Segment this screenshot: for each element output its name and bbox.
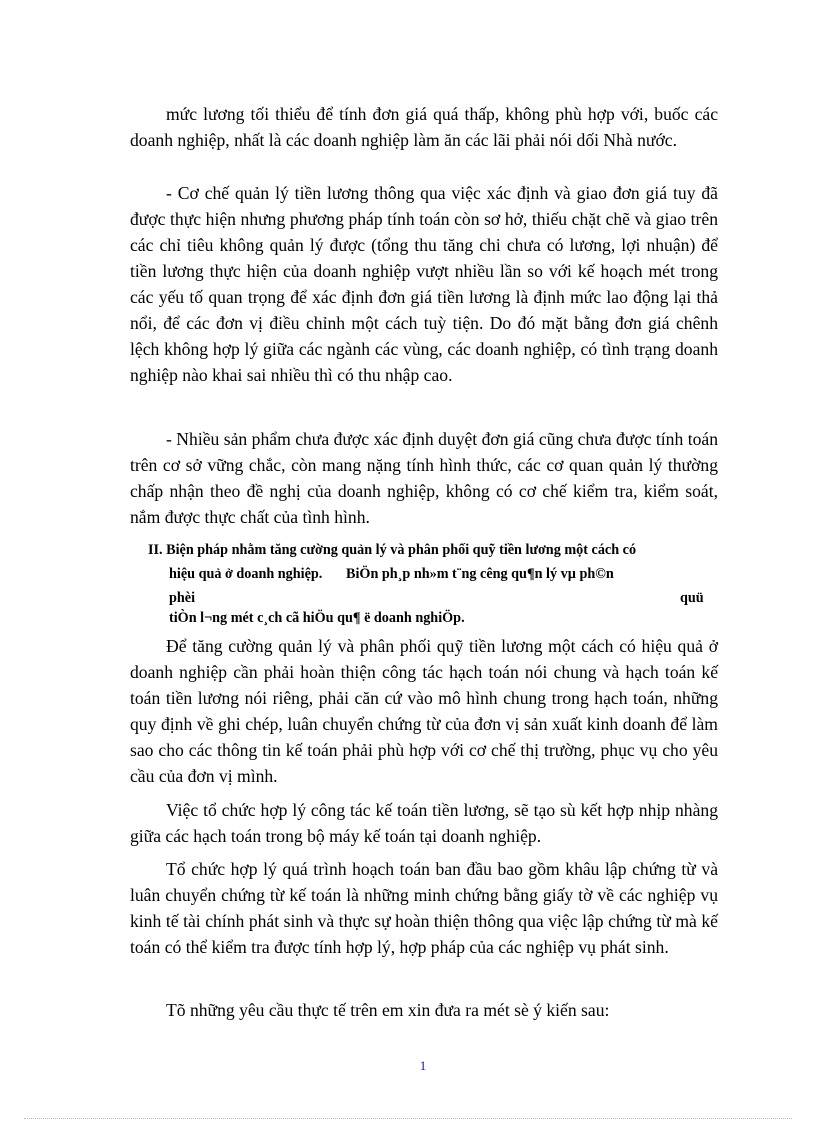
paragraph-6: Tổ chức hợp lý quá trình hoạch toán ban đầu bao gồm khâu lập chứng từ và luân chuyển chứng từ kế toán là những minh chứng bằng giấy tờ về các nghiệp vụ kinh tế tài chính phát sinh và thực sự hoàn thiện thông qua việc lập chứng từ mà kế toán có thể kiểm tra được tính hợp lý, hợp pháp của các nghiệp vụ phát sinh. — [130, 859, 718, 957]
section-heading-line-1: II. Biện pháp nhằm tăng cường quản lý và phân phối quỹ tiền lương một cách có — [148, 542, 637, 558]
section-heading-garbled-text: BiÖn ph¸p nh»m t¨ng cêng qu¶n lý vµ ph©n — [346, 566, 614, 582]
paragraph-3: - Nhiều sản phẩm chưa được xác định duyệt đơn giá cũng chưa được tính toán trên cơ sở vững chắc, còn mang nặng tính hình thức, các cơ quan quản lý thường chấp nhận theo đề nghị của doanh nghiệp, không có cơ chế kiểm tra, kiểm soát, nắm được thực chất của tình hình. — [130, 429, 718, 527]
section-heading-line-2: hiệu quả ở doanh nghiệp. — [169, 566, 323, 582]
paragraph-1: mức lương tối thiểu để tính đơn giá quá thấp, không phù hợp với, buốc các doanh nghiệp, nhất là các doanh nghiệp làm ăn các lãi phải nói dối Nhà nước. — [130, 104, 718, 150]
paragraph-4: Để tăng cường quản lý và phân phối quỹ tiền lương một cách có hiệu quả ở doanh nghiệp cần phải hoàn thiện công tác hạch toán nói chung và hạch toán kế toán tiền lương nói riêng, phải căn cứ vào mô hình chung trong hạch toán, những quy định về ghi chép, luân chuyển chứng từ của đơn vị sản xuất kinh doanh để làm sao cho các thông tin kế toán phải phù hợp với cơ chế thị trường, phục vụ cho yêu cầu của đơn vị mình. — [130, 636, 718, 786]
section-heading-line-3-right: quü — [680, 590, 704, 606]
page-footer-divider — [24, 1118, 792, 1119]
paragraph-5: Việc tổ chức hợp lý công tác kế toán tiền lương, sẽ tạo sù kết hợp nhịp nhàng giữa các hạch toán trong bộ máy kế toán tại doanh nghiệp. — [130, 800, 718, 846]
paragraph-2: - Cơ chế quản lý tiền lương thông qua việc xác định và giao đơn giá tuy đã được thực hiện nhưng phương pháp tính toán còn sơ hở, thiếu chặt chẽ và giao trên các chỉ tiêu không quản lý được (tổng thu tăng chi chưa có lương, lợi nhuận) để tiền lương thực hiện của doanh nghiệp vượt nhiều lần so với kế hoạch mét trong các yếu tố quan trọng để xác định đơn giá tiền lương là định mức lao động lại thả nổi, để các đơn vị điều chỉnh một cách tuỳ tiện. Do đó mặt bằng đơn giá chênh lệch không hợp lý giữa các ngành các vùng, các doanh nghiệp, có tình trạng doanh nghiệp nào khai sai nhiều thì có thu nhập cao. — [130, 183, 718, 385]
section-heading-line-4: tiÒn l¬ng mét c¸ch cã hiÖu qu¶ ë doanh nghiÖp. — [169, 610, 465, 626]
page-number: 1 — [419, 1058, 427, 1073]
section-heading-line-3: phèi — [169, 590, 196, 606]
paragraph-7: Tõ những yêu cầu thực tế trên em xin đưa ra mét sè ý kiến sau: — [166, 1000, 610, 1020]
